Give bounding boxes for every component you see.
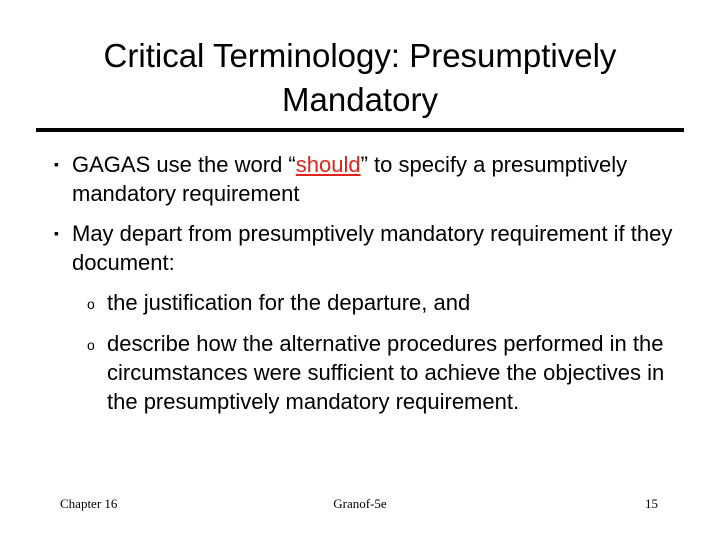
highlighted-term: should xyxy=(295,152,361,177)
slide-title-line-2: Mandatory xyxy=(282,81,438,118)
slide-title xyxy=(30,34,690,122)
bullet-text: May depart from presumptively mandatory requirement if they document: xyxy=(72,221,673,275)
square-bullet-icon: ▪ xyxy=(54,225,59,241)
title-divider xyxy=(36,128,684,132)
bullet-item xyxy=(54,150,692,208)
sub-bullet-item xyxy=(87,329,692,416)
footer-chapter: Chapter 16 xyxy=(60,496,118,511)
sub-bullet-text: the justification for the departure, and xyxy=(107,290,471,315)
bullet-text-before: GAGAS use the word “ xyxy=(72,152,296,177)
footer-edition: Granof-5e xyxy=(333,496,387,511)
square-bullet-icon: ▪ xyxy=(54,156,59,172)
sub-bullet-text: describe how the alternative procedures performed in the circumstances were sufficient to achieve the objectives in the presumptively mandatory requirement. xyxy=(107,331,665,414)
slide-title-line-1: Critical Terminology: Presumptively xyxy=(103,37,617,74)
bullet-text-after: ” to specify a presumptively mandatory requirement xyxy=(72,152,628,206)
bullet-item xyxy=(54,219,692,277)
circle-bullet-icon: o xyxy=(87,337,95,353)
footer-page-number: 15 xyxy=(645,496,658,511)
circle-bullet-icon: o xyxy=(87,296,95,312)
sub-bullet-item xyxy=(87,288,692,317)
